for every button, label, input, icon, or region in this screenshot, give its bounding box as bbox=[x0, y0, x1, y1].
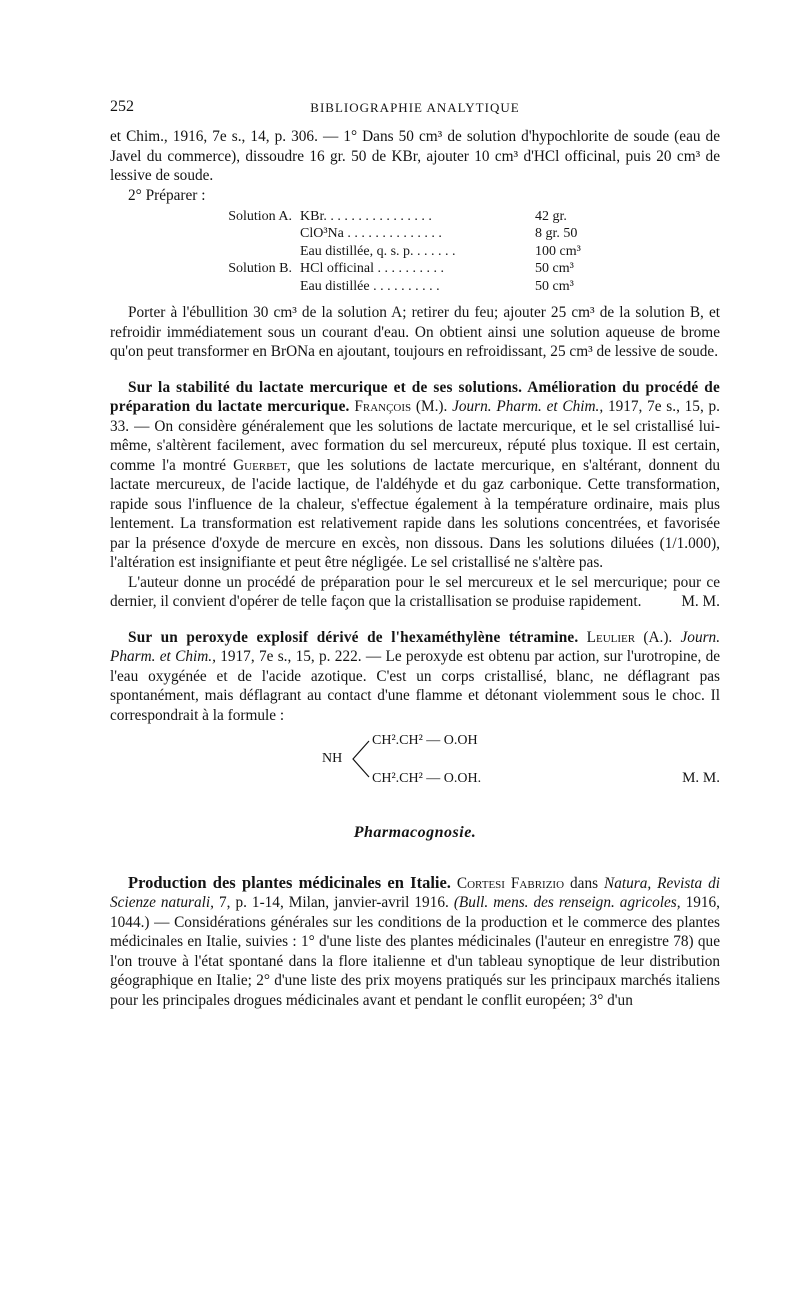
article-text: L'auteur donne un procédé de préparation pour le sel mercureux et le sel mercurique; pour ce dernier, il convient d'opérer de telle façon que la cristallisation se produise rapidement. bbox=[110, 573, 720, 611]
reagent-quantity: 8 gr. 50 bbox=[535, 226, 578, 242]
article-title: Sur la stabilité du lactate mercurique et de ses solutions. Amélioration du procédé de préparation du lactate mercurique. bbox=[110, 378, 720, 416]
article-lactate-para2 bbox=[110, 573, 720, 612]
cited-author: Guerbet bbox=[233, 456, 287, 474]
reagent-table bbox=[110, 208, 720, 295]
article-text: dans bbox=[570, 874, 599, 892]
formula-line-1: CH².CH² — O.OH bbox=[372, 733, 478, 749]
journal-name: Natura, Revista di Scienze naturali, bbox=[110, 874, 721, 912]
running-head: BIBLIOGRAPHIE ANALYTIQUE bbox=[310, 100, 520, 115]
reagent-name: KBr. . . . . . . . . . . . . . . . bbox=[300, 209, 432, 224]
reagent-name: ClO³Na . . . . . . . . . . . . . . bbox=[300, 226, 442, 242]
reagent-quantity: 42 gr. bbox=[535, 209, 567, 224]
article-lactate bbox=[110, 378, 720, 573]
table-row bbox=[110, 243, 720, 260]
reagent-name: HCl officinal . . . . . . . . . . bbox=[300, 261, 445, 277]
reagent-quantity: 50 cm³ bbox=[535, 278, 574, 294]
article-text: 1917, 7e s., 15, p. 33. — On considère généralement que les solutions de lactate mercurique, et le sel cristallisé lui-même, s'altèrent facilement, avec formation du sel mercureux, réputé plus toxique. Il est certain, comme l'a montré bbox=[110, 398, 720, 474]
table-row bbox=[110, 260, 720, 277]
procedure-paragraph: Porter à l'ébullition 30 cm³ de la solution A; retirer du feu; ajouter 25 cm³ de la solution B, et refroidir immédiatement sous un courant d'eau. On obtient ainsi une solution aqueuse de brome qu'on peut transformer en BrONa en ajoutant, toujours en refroidissant, 25 cm³ de lessive de soude. bbox=[110, 304, 720, 361]
article-signature: M. M. bbox=[681, 593, 720, 611]
formula-nh: NH bbox=[322, 751, 343, 767]
intro-text: et Chim., 1916, 7e s., 14, p. 306. — 1° Dans 50 cm³ de solution d'hypochlorite de soude (eau de Javel du commerce), dissoudre 16 gr. 50 de KBr, ajouter 10 cm³ d'HCl officinal, puis 20 cm³ de lessive de soude. bbox=[110, 128, 720, 184]
article-title: Production des plantes médicinales en Italie. bbox=[128, 872, 451, 892]
page-body bbox=[110, 127, 720, 1010]
chemical-formula bbox=[110, 729, 720, 789]
reagent-quantity: 50 cm³ bbox=[535, 261, 574, 277]
article-peroxide bbox=[110, 628, 720, 726]
article-ref: 7, p. 1-14, Milan, janvier-avril 1916. bbox=[218, 894, 449, 912]
article-text: 1917, 7e s., 15, p. 222. — Le peroxyde est obtenu par action, sur l'urotropine, de l'eau oxygénée et de l'acide azotique. C'est un corps cristallisé, blanc, ne déflagrant pas spontanément, mais déflagrant au contact d'une flamme et détonant violemment sous le choc. Il correspondrait à la formule : bbox=[110, 648, 721, 724]
page-header bbox=[110, 98, 720, 120]
article-author: Cortesi Fabrizio bbox=[456, 874, 565, 892]
article-author: Leulier (A.). bbox=[586, 628, 673, 646]
formula-bracket-icon bbox=[351, 739, 371, 779]
section-title: Pharmacognosie. bbox=[353, 824, 477, 842]
table-row bbox=[110, 225, 720, 242]
article-author: François (M.). bbox=[354, 398, 448, 416]
table-row bbox=[110, 208, 720, 225]
article-text-continued: 1916, 1044.) — Considérations générales sur les conditions de la production et le commerce des plantes médicinales en Italie, suivies : 1° d'une liste des plantes médicinales (l'auteur en enregistre 78) que l'on trouve à l'état spontané dans la flore italienne et d'un tableau synoptique de leur distribution géographique en Italie; 2° d'une liste des prix moyens pratiqués sur les principaux marchés italiens pour les principales drogues médicinales avant et pendant le conflit européen; 3° d'un bbox=[110, 894, 720, 1009]
reagent-quantity: 100 cm³ bbox=[535, 243, 581, 259]
page-number: 252 bbox=[110, 98, 134, 115]
reagent-name: Eau distillée, q. s. p. . . . . . . bbox=[300, 243, 456, 259]
journal-name: Journ. Pharm. et Chim., bbox=[452, 398, 604, 416]
bulletin-name: (Bull. mens. des renseign. agricoles, bbox=[453, 894, 681, 912]
intro-paragraph bbox=[110, 127, 720, 186]
article-text-continued: , que les solutions de lactate mercurique, en s'altérant, donnent du lactate mercureux, de l'acide lactique, de l'aldéhyde et du gaz carbonique. Cette transformation, rapide sous l'influence de la chaleur, s'effectue également à la température ordinaire, mais plus lentement. La transformation est relativement rapide dans les solutions concentrées, et favorisée par la présence d'oxyde de mercure en excès, non dissous. Dans les solutions diluées (1/1.000), l'altération est insignifiante et peut être négligée. Le sel cristallisé ne s'altère pas. bbox=[110, 456, 720, 572]
formula-line-2: CH².CH² — O.OH. bbox=[372, 771, 482, 787]
spacer bbox=[110, 612, 720, 628]
intro-step-2: 2° Préparer : bbox=[128, 186, 206, 204]
solution-label: Solution A. bbox=[228, 209, 292, 224]
article-title: Sur un peroxyde explosif dérivé de l'hexaméthylène tétramine. bbox=[128, 628, 579, 646]
journal-name: Journ. Pharm. et Chim., bbox=[110, 628, 721, 666]
spacer bbox=[110, 362, 720, 378]
table-row bbox=[110, 278, 720, 295]
reagent-name: Eau distillée . . . . . . . . . . bbox=[300, 278, 440, 294]
article-signature: M. M. bbox=[682, 770, 720, 787]
article-plants bbox=[110, 873, 720, 1011]
solution-label: Solution B. bbox=[228, 261, 292, 277]
